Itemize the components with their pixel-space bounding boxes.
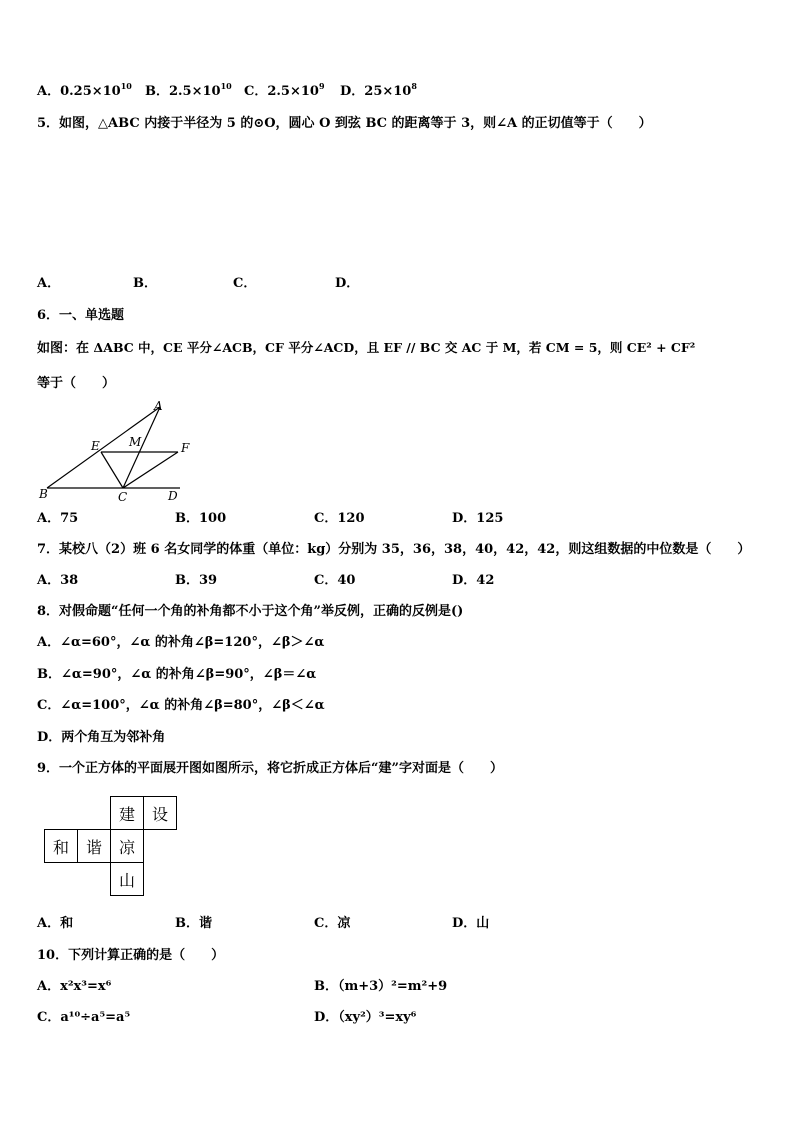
q5-question: 5．如图，△ABC 内接于半径为 5 的⊙O，圆心 O 到弦 BC 的距离等于 3，则∠A 的正切值等于（ ） xyxy=(37,116,652,131)
q9-option-c: C．凉 xyxy=(314,916,351,931)
q9-question: 9．一个正方体的平面展开图如图所示，将它折成正方体后“建”字对面是（ ） xyxy=(37,761,504,776)
q5-option-a: A． xyxy=(37,276,61,291)
label-c: C xyxy=(118,490,128,504)
q5-option-c: C． xyxy=(233,276,257,291)
net-cell-shan: 山 xyxy=(110,862,144,896)
q8-option-a: A．∠α=60°，∠α 的补角∠β=120°，∠β＞∠α xyxy=(37,635,325,650)
label-f: F xyxy=(181,441,190,455)
q6-option-a: A．75 xyxy=(37,511,79,526)
line-ce xyxy=(101,452,123,488)
q6-geometry-figure xyxy=(35,398,205,506)
q8-option-d: D．两个角互为邻补角 xyxy=(37,730,166,745)
net-cell-she: 设 xyxy=(143,796,177,830)
q9-option-d: D．山 xyxy=(452,916,490,931)
q5-option-b: B． xyxy=(133,276,157,291)
q4-option-b: B．$2.5\times 10^{10}$ xyxy=(145,81,232,99)
q6-option-d: D．125 xyxy=(452,511,504,526)
label-m: M xyxy=(129,435,142,449)
q8-option-c: C．∠α=100°，∠α 的补角∠β=80°，∠β＜∠α xyxy=(37,698,325,713)
q4-option-a: A．$0.25\times 10^{10}$ xyxy=(37,81,132,99)
q6-option-c: C．120 xyxy=(314,511,365,526)
q4-option-d: D．$25\times 10^8$ xyxy=(340,81,417,99)
q10-question: 10．下列计算正确的是（ ） xyxy=(37,948,225,963)
q7-question: 7．某校八（2）班 6 名女同学的体重（单位：kg）分别为 35，36，38，40，42，42，则这组数据的中位数是（ ） xyxy=(37,542,751,557)
label-a: A xyxy=(154,399,163,413)
q10-option-a: A．x²x³=x⁶ xyxy=(37,979,112,994)
net-cell-liang: 凉 xyxy=(110,829,144,863)
q6-body: 如图：在 ΔABC 中，CE 平分∠ACB，CF 平分∠ACD，且 EF // BC 交 AC 于 M，若 CM = 5，则 CE² + CF² xyxy=(37,340,696,356)
net-cell-jian: 建 xyxy=(110,796,144,830)
q7-option-a: A．38 xyxy=(37,573,79,588)
q6-tail: 等于（ ） xyxy=(37,376,116,391)
q8-option-b: B．∠α=90°，∠α 的补角∠β=90°，∠β＝∠α xyxy=(37,667,317,682)
q10-option-c: C．a¹⁰÷a⁵=a⁵ xyxy=(37,1010,131,1025)
q9-option-a: A．和 xyxy=(37,916,74,931)
q6-heading: 6．一、单选题 xyxy=(37,308,125,323)
label-d: D xyxy=(168,489,178,503)
q10-option-d: D．（xy²）³=xy⁶ xyxy=(314,1010,417,1025)
q7-option-b: B．39 xyxy=(175,573,218,588)
label-b: B xyxy=(39,487,48,501)
q6-option-b: B．100 xyxy=(175,511,227,526)
q8-question: 8．对假命题“任何一个角的补角都不小于这个角”举反例，正确的反例是() xyxy=(37,604,464,619)
q9-option-b: B．谐 xyxy=(175,916,212,931)
net-cell-xie: 谐 xyxy=(77,829,111,863)
net-cell-he: 和 xyxy=(44,829,78,863)
q10-option-b: B．（m+3）²=m²+9 xyxy=(314,979,448,994)
label-e: E xyxy=(91,439,100,453)
q7-option-d: D．42 xyxy=(452,573,495,588)
q7-option-c: C．40 xyxy=(314,573,356,588)
q4-option-c: C．$2.5\times 10^9$ xyxy=(244,81,325,99)
q5-option-d: D． xyxy=(335,276,360,291)
line-ba xyxy=(47,407,160,488)
